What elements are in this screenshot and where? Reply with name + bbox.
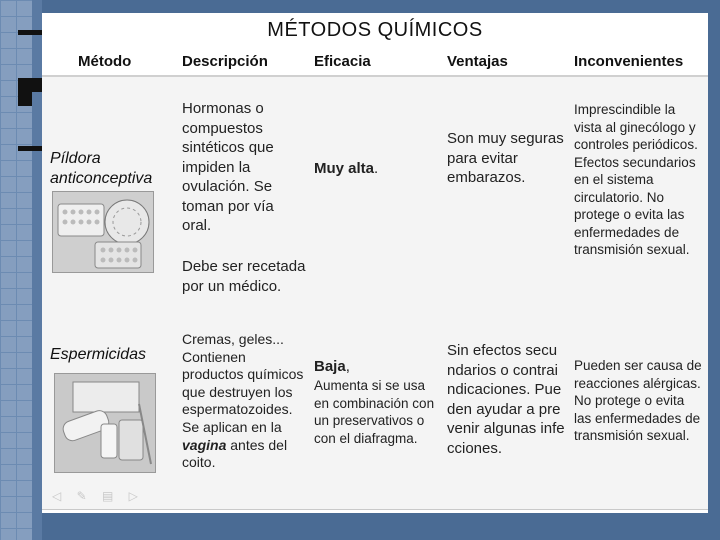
dash-mark xyxy=(18,146,42,151)
efficacy-punct: . xyxy=(374,160,379,177)
dash-mark xyxy=(18,30,42,35)
efficacy-level: Baja xyxy=(314,358,346,375)
efficacy-detail: Aumenta si se usa en combinación con un preservativos o con el diafragma. xyxy=(314,378,435,446)
header-metodo: Método xyxy=(78,53,132,70)
square-mark xyxy=(18,92,32,106)
spermicide-products-photo xyxy=(54,373,156,473)
description-text: Cremas, geles... Contienen productos químicos que destruyen los espermatozoides. Se aplican en la xyxy=(182,331,304,435)
description-emphasis: vagina xyxy=(182,436,227,453)
efficacy xyxy=(314,357,439,377)
disadvantages: Imprescindible la vista al ginecólogo y controles periódicos. Efectos secundarios en el sistema circulatorio. No protege o evita las enfermedades de transmisión sexual. xyxy=(574,102,698,257)
table-row xyxy=(42,317,708,510)
advantages: Sin efectos secundarios o contraindicaciones. Pueden ayudar a prevenir algunas infecciones. xyxy=(447,342,565,457)
table-row xyxy=(42,75,708,318)
description-note: Debe ser recetada por un médico. xyxy=(182,258,306,295)
disadvantages: Pueden ser causa de reacciones alérgicas. No protege o evita las enfermedades de transmisión sexual. xyxy=(574,358,702,443)
slide xyxy=(42,13,708,513)
table-header xyxy=(42,49,708,75)
description-text-end: antes del coito. xyxy=(182,436,288,471)
advantages: Son muy seguras para evitar embarazos. xyxy=(447,130,564,186)
method-name: Espermicidas xyxy=(50,346,147,363)
pill-pack-photo xyxy=(52,191,154,273)
header-eficacia: Eficacia xyxy=(314,53,371,70)
header-inconvenientes: Inconvenientes xyxy=(574,53,684,70)
header-ventajas: Ventajas xyxy=(447,53,508,70)
efficacy xyxy=(314,159,439,179)
description xyxy=(182,331,307,472)
efficacy-level: Muy alta xyxy=(314,160,375,177)
description: Hormonas o compuestos sintéticos que impiden la ovulación. Se toman por vía oral. xyxy=(182,100,274,234)
slide-title: MÉTODOS QUÍMICOS xyxy=(267,19,483,41)
method-name: Píldora anticonceptiva xyxy=(50,150,153,187)
slide-toolbar-icons[interactable]: ◁ ✎ ▤ ▷ xyxy=(52,489,144,503)
header-descripcion: Descripción xyxy=(182,53,268,70)
efficacy-punct: , xyxy=(345,358,350,375)
